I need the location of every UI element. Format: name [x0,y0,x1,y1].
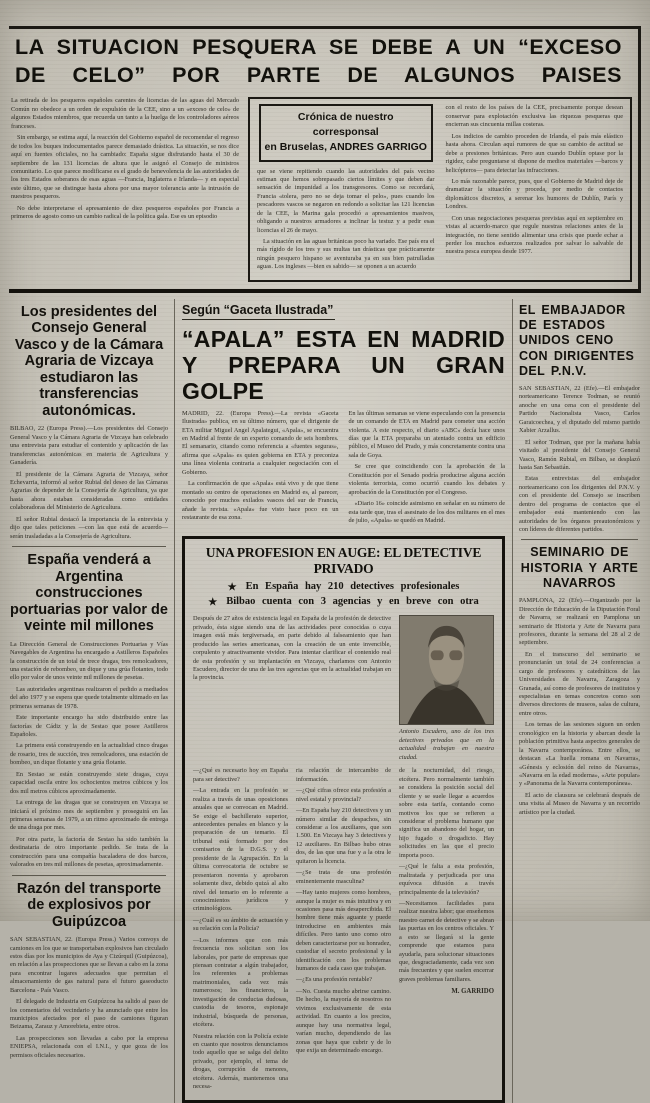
star-icon: ★ [227,582,237,594]
interview-answer: —Hay tanto mujeres como hombres, aunque la mujer es más intuitiva y en ocasiones pasa más desapercibida. El hombre tiene más aguante y puede introducirse en ambientes más difíciles. Pero tanto uno como otro deben caracterizarse por su honradez, custodiar el secreto profesional y la identificación con los problemas humanos de cada caso que trabajan. [296,889,391,973]
article-apala [182,301,505,529]
detective-intro: Después de 27 años de existencia legal en España de la profesión de detective privado, ésta sigue siendo una de las actividades peor conocidas o cuya imagen está más tergiversada, en parte debido al falseamiento que han producido las series americanas, con la creación de un ente invencible, corpulento y atractivamente vividor. Para intentar clarificar el contenido real de esta profesión y su implantación en Vizcaya, charlamos con Antonio Escudero, director de una de las tres agencias que en la actualidad trabajan en la provincia. [193,615,391,682]
article-explosivos-guipuzcoa [10,881,168,1061]
bullet-text: Bilbao cuenta con 3 agencias y en breve con otra [226,596,479,608]
interview-question: —¿Es una profesión rentable? [296,976,373,984]
interview-question: —¿Qué es necesario hoy en España para ser detective? [193,767,288,783]
paragraph: El señor Todman, que por la mañana había visitado al presidente del Consejo General Vasco, Ramón Rubial, en Bilbao, se desplazó hasta San Sebastián. [519,438,640,471]
detective-box-grid [193,615,494,1094]
paragraph: No debe interpretarse el apresamiento de diez pesqueros españoles por Francia a primeros de agosto como un cambio radical de la política gala. Ese es un episodio [11,204,239,221]
paragraph: Los temas de las sesiones siguen un orden cronológico en la historia y abarcan desde la población primitiva hasta aspectos generales de la Navarra contemporánea. Entre ellos, se destacan «La huella romana en Navarra», «Génesis y eclosión del reino de Navarra», «Navarra en la edad moderna», «Arte popular» y «Panorama de la Navarra contemporánea». [519,721,640,788]
interview-answer: —No. Cuesta mucho abrirse camino. De hecho, la mayoría de nosotros no vivimos exclusivamente de esta actividad. En cuanto a los precios, aunque hay una normativa legal, varían mucho, dependiendo de las zonas que haya que cubrir y de lo que exija un determinado encargo. [296,987,391,1054]
article-embajador-pnv [519,303,640,535]
paragraph: BILBAO, 22 (Europa Press).—Los presidentes del Consejo General Vasco y la Cámara Agraria de Vizcaya han celebrado una entrevista para estudiar el contenido y aplicación de las transferencias autonómicas en materia de Agricultura y Ganadería. [10,425,168,467]
apala-headline-line2: Y PREPARA UN GRAN GOLPE [182,351,505,404]
paragraph: El señor Rubial destacó la importancia de la entrevista y dijo que tales peticiones —con las que está de acuerdo— serán trasladadas a la Consejería de Agricultura. [10,515,168,540]
paragraph: La primera está construyendo en la actualidad cinco dragas de rosario, tres de succión, tres remolcadores, una estación de bombeo, un dique flotante y una grúa flotante. [10,742,168,767]
paragraph: Se cree que coincidiendo con la aprobación de la Constitución por el Senado podría producirse alguna acción violenta terrorista, como ocurrió cuando los debates y aprobación de la Constitución por el Congreso. [348,463,505,496]
paragraph: con el resto de los países de la CEE, precisamente porque desean conservar para explotación exclusiva las riquezas pesqueras que encierran sus cincuenta millas costeras. [445,104,623,129]
photo-caption: Antonio Escudero, uno de los tres detectives privados que en la actualidad trabajan en nuestra ciudad. [399,728,494,761]
paragraph: En Sestao se están construyendo siete dragas, cuya capacidad oscila entre los ochocientos metros cúbicos y los dos mil metros cúbicos aproximadamente. [10,770,168,795]
interview-answer: —La entrada en la profesión se realiza a través de unas oposiciones anuales que se convocan en Madrid. Se exige el bachillerato superior, antecedentes penales en blanco y la preparación de un temario. El tribunal está formado por dos comisarios de la D.G.S. y el presidente de la Agrupación. En la última convocatoria de octubre se presentaron noventa y aprobaron solamente diez, debido quizá al alto nivel del temario en lo referente a conocimientos jurídicos y criminológicos. [193,787,288,913]
paragraph: «Diario 16» coincide asimismo en señalar en su número de esta tarde que, tras el asesinato de los dos militares en el mes de julio, «Apala» se quedó en Madrid. [348,500,505,524]
top-headline-line1: LA SITUACION PESQUERA SE DEBE A UN “EXCESO [15,35,622,59]
top-article-columns [11,97,632,281]
bullet-text: En España hay 210 detectives profesionales [245,581,460,593]
paragraph: La entrega de las dragas que se construyen en Vizcaya se iniciará el próximo mes de septiembre y proseguirá en las primeras semanas de 1979, a un ritmo aproximado de entrega de una draga por mes. [10,799,168,832]
paragraph: MADRID, 22. (Europa Press).—La revista «Gaceta Ilustrada» publica, en su último número, que el dirigente de ETA militar Miguel Angel Apalategui, «Apala», se encuentra en Madrid al frente de un experto comando de seis hombres. El semanario, citando como referencia a «fuentes seguras», afirma que «Apala» es quien gobierna en ETA y preconiza una línea violenta contraria a cualquier negociación con el Gobierno. [182,409,339,476]
detective-photo-cell [399,615,494,762]
paragraph: que se viene repitiendo cuando las autoridades del país vecino estiman que hemos sobrepasado ciertos límites y que deben dar sensación de impunidad a los transgresores. Como se recordará, Francia «tolera, pero no se deja tomar el pelo», pues cuando los pescadores vascos se negaron en redondo a solicitar las 121 licencias de la CEE, la Marina gala procedió a apresamientos masivos, obligando a nuestros armadores a inclinar la testuz y a pedir esas licencias el 26 de mayo. [257,167,435,234]
byline-line1: Crónica de nuestro corresponsal [297,111,394,139]
paragraph: La situación en las aguas británicas poco ha variado. Ese país era el más rígido de los tres y sus multas tan drásticas que prácticamente ningún pesquero hispano se aventuraba ya en sus bien patrulladas aguas. Los ingleses —bien es sabido— se oponen a un acuerdo [257,238,435,271]
paragraph: Las autoridades argentinas realizaron el pedido a mediados del año 1977 y se espera que quede totalmente ultimado en las primeras semanas de 1978. [10,685,168,710]
paragraph: Las prospecciones son llevadas a cabo por la empresa ENIEPSA, relacionada con el I.N.I., y que goza de los permisos oficiales necesarios. [10,1034,168,1059]
left-column [9,299,175,1103]
interview-question: —¿Qué cifras ofrece esta profesión a nivel estatal y provincial? [296,787,391,803]
detective-portrait-photo [399,615,494,725]
top-article-boxed-area [248,97,632,281]
divider [521,539,638,540]
article-headline: España venderá a Argentina construcciones portuarias por valor de veinte mil millones [10,552,168,635]
paragraph: Con unas negociaciones pesqueras previstas aquí en septiembre en vistas al acuerdo-marco que regule nuestras relaciones antes de la integración, no tiene sentido alimentar una crisis que puede echar a perder los muchos esfuerzos realizados por salvar lo salvable de nuestra pesca europea desde 1977. [445,214,623,256]
article-consejo-vasco [10,304,168,541]
article-headline: SEMINARIO DE HISTORIA Y ARTE NAVARROS [520,545,639,590]
apala-headline-line1: “APALA” ESTA EN MADRID [182,325,505,352]
article-kicker: Según “Gaceta Ilustrada” [182,303,335,320]
paragraph: La retirada de los pesqueros españoles carentes de licencias de las aguas del Mercado Común no obedece a un orden de expulsión de la CEE, sino a un «exceso de celo» de algunos Estados miembros, que recuerda un tanto a la huelga de los controladores aéreos franceses. [11,97,239,130]
interview-question: —¿Se trata de una profesión eminentemente masculina? [296,869,391,885]
top-article-right-column [446,104,624,274]
top-article-middle-column [257,104,435,274]
paragraph: Estas entrevistas del embajador norteamericano con los dirigentes del P.N.V. y con el presidente del Consejo se inscriben dentro del programa de contactos que el embajador está manteniendo con las autoridades de los órganos preautonómicos y con líderes de diferentes partidos. [519,475,640,533]
correspondent-byline-box [259,104,433,161]
paragraph: Lo más razonable parece, pues, que el Gobierno de Madrid deje de dramatizar la situación y proceda, por medio de contactos diplomáticos discretos, a serenar los humores de Dublín, París y Londres. [445,177,623,211]
paragraph: La confirmación de que «Apala» está vivo y de que tiene montado su centro de operaciones en Madrid es, al parecer, conocido por muchos exilados vascos del sur de Francia, añade la revista. «Apala» fue visto hace poco en un restaurante de esa zona. [182,480,339,521]
paragraph: En las últimas semanas se viene especulando con la presencia de un comando de ETA en Madrid para cometer una acción violenta. A este respecto, el diario «ABC» decía hace unos días que la ETA preparaba un atentado contra un edificio público, el Museo del Prado, y más concretamente contra una sala de Goya. [348,409,505,459]
right-column [513,299,641,1103]
paragraph: El delegado de Industria en Guipúzcoa ha salido al paso de los comentarios del vecindario y ha anunciado que entre los municipios afectados por el paso de camiones figuran Beizama, Zarauz y Amorebieta, entre otros. [10,998,168,1031]
interview-answer: Nuestra relación con la Policía existe en cuanto que nosotros denunciamos todo aquello que se salga del delito privado, por ejemplo, el tema de drogas, corrupción de menores, etcétera. Además, mantenemos una necesa- [193,1032,288,1091]
article-headline: Razón del transporte de explosivos por Guipúzcoa [16,880,162,930]
interview-answer: —En España hay 210 detectives y un número similar de despachos, sin considerar a los auxiliares, que son 1.500. En Vizcaya hay 3 detectives y 12 auxiliares. En Bilbao hubo otras dos, de las que una fue y a la otra le quitaron la licencia. [296,807,391,865]
detective-column-2 [296,767,391,1094]
detective-feature-box [182,536,505,1102]
article-seminario-navarra [519,545,640,817]
paragraph: La Dirección General de Construcciones Portuarias y Vías Navegables de Argentina ha encargado a Astilleros Españoles la construcción de un total de trece dragas, tres remolcadores, una estación de rebombeo, un dique y una grúa flotantes, todo ello por valor de unos veinte mil millones de pesetas. [10,640,168,682]
apala-columns [182,410,505,529]
detective-bullet-2 [193,596,494,609]
paragraph: Por otra parte, la factoría de Sestao ha sido también la destinataria de otro importante pedido. Se trata de la construcción para una compañía bacaladera de dos barcos, valorados en tres mil millones de pesetas, aproximadamente. [10,835,168,869]
paragraph: En el transcurso del seminario se pronunciarán un total de 24 conferencias a cargo de profesores y catedráticos de las Universidades de Navarra, Zaragoza y Granada, así como de profesores de institutos y especialistas en temas concretos como son diversos directores de museos, salas de cultura, entre otros. [519,650,640,717]
author-signature: M. GARRIDO [451,988,494,996]
divider [12,546,166,547]
paragraph: El acto de clausura se celebrará después de una visita al Museo de Navarra y un recorrido artístico por la ciudad. [519,791,640,816]
interview-question: —¿Cuál es su ámbito de actuación y su relación con la Policía? [193,916,288,933]
interview-answer: —Los informes que con más frecuencia nos solicitan son los laborales, por parte de empresas que piensan contratar a algún trabajador, los referentes a problemas matrimoniales, cada vez más numerosos; los financieros, la investigación de conductas dudosas, custodia de tesoros, espionaje industrial, búsqueda de personas, etcétera. [193,936,288,1029]
paragraph: Los indicios de cambio proceden de Irlanda, el país más elástico hasta ahora. Circulan aquí rumores de que su cambio de actitud se debe a presiones británicas. Pero aun cuando Dublín optase por la rigidez, cabe preguntarse si dispone de medios materiales —barcos y helicópteros— para detectar las infracciones. [445,132,623,174]
main-columns [9,299,641,1103]
paragraph: El presidente de la Cámara Agraria de Vizcaya, señor Echevarria, informó al señor Rubial del deseo de las Cámaras Agrarias de depender de la Consejería de Agricultura, ya que hasta ahora estaban consideradas como entidades colaboradoras del Ministerio de Agricultura. [10,470,168,512]
top-headline-line2: DE CELO” POR PARTE DE ALGUNOS PAISES [15,63,622,88]
interview-answer: —Necesitamos facilidades para realizar nuestra labor; que enseñemos nuestro carnet de detective y se abran las puertas en los centros oficiales. Y a esto se llegará si la gente comprende que estamos para ayudarla, para solucionar situaciones que, desgraciadamente, cada vez son más frecuentes y que suelen encerrar graves problemas familiares. [399,899,494,983]
byline-line2: en Bruselas, ANDRES GARRIGO [264,140,427,153]
article-argentina-portuarias [10,552,168,870]
star-icon: ★ [208,597,218,609]
article-headline: Los presidentes del Consejo General Vasco y de la Cámara Agraria de Vizcaya estudiaron las transferencias autonómicas. [14,303,164,419]
paragraph: SAN SEBASTIAN, 22. (Europa Press.) Varios convoys de camiones en los que se transportaban explosivos han circulado estos días por los municipios de Aya y Cizúrquil (Guipúzcoa), en relación a las prospecciones que se llevan a cabo en la zona para encontrar lugares adecuados que permitan el almacenamiento de gas natural para el futuro gaseoducto Barcelona - País Vasco. [10,936,168,994]
portrait-silhouette-icon [400,616,493,724]
interview-answer: ria relación de intercambio de información. [296,767,391,783]
article-headline: EL EMBAJADOR DE ESTADOS UNIDOS CENO CON DIRIGENTES DEL P.N.V. [519,302,635,378]
apala-left-column [182,410,339,529]
interview-answer: de la nocturnidad, del riesgo, etcétera. Pero normalmente también se considera la posición social del cliente y se suele llegar a acuerdos sobre esta tarifa, contando como motivos los que se refieren a considerar el problema humano que significa un abandono del hogar, un hijo fugado o drogadicto. Hay solicitudes en las que el precio importa poco. [399,767,494,859]
apala-right-column [349,410,506,529]
detective-bullet-1 [193,581,494,594]
paragraph: Este importante encargo ha sido distribuido entre las factorías de Cádiz y la de Sestao que posee Astilleros Españoles. [10,714,168,738]
divider [12,875,166,876]
paragraph: Sin embargo, se estima aquí, la reacción del Gobierno español de recomendar el regreso de todos los buques indocumentados parece demasiado drástica. La situación, se nos dice aquí en fuentes oficiales, no ha cambiado: España sigue disfrutando hasta el 30 de septiembre de las 131 licencias de altura que le asignó el Consejo de ministros comunitario. Lo que parece modificarse es el grado de benevolencia de las autoridades de los tres Estados soberanos de esas aguas —Francia, Inglaterra e Irlanda— y en especial este último, que se distingue hasta ahora por una mayor tolerancia ante la intrusión de nuestros pesqueros. [11,134,239,201]
detective-box-title: UNA PROFESION EN AUGE: EL DETECTIVE PRIVADO [205,545,482,577]
top-article-left-column [11,97,239,281]
center-column [175,299,513,1103]
paragraph: PAMPLONA, 22 (Efe).—Organizado por la Dirección de Educación de la Diputación Foral de Navarra, se realizará en Pamplona un seminario de Historia y Arte de Navarra para profesores, durante la semana del 28 al 2 de septiembre. [519,597,640,647]
top-article-fishing [9,26,641,293]
paragraph: SAN SEBASTIAN, 22 (Efe).—El embajador norteamericano Terence Todman, se reunió anoche en una cena con el presidente del Partido Nacionalista Vasco, Carlos Garaicoechea, y el diputado del mismo partido Xabier Arzallus. [519,385,640,435]
interview-question: —¿Qué le falta a esta profesión, maltratada y perjudicada por una equívoca difusión a través principalmente de la televisión? [399,863,494,896]
detective-column-1 [193,767,288,1094]
detective-column-3 [399,767,494,1094]
